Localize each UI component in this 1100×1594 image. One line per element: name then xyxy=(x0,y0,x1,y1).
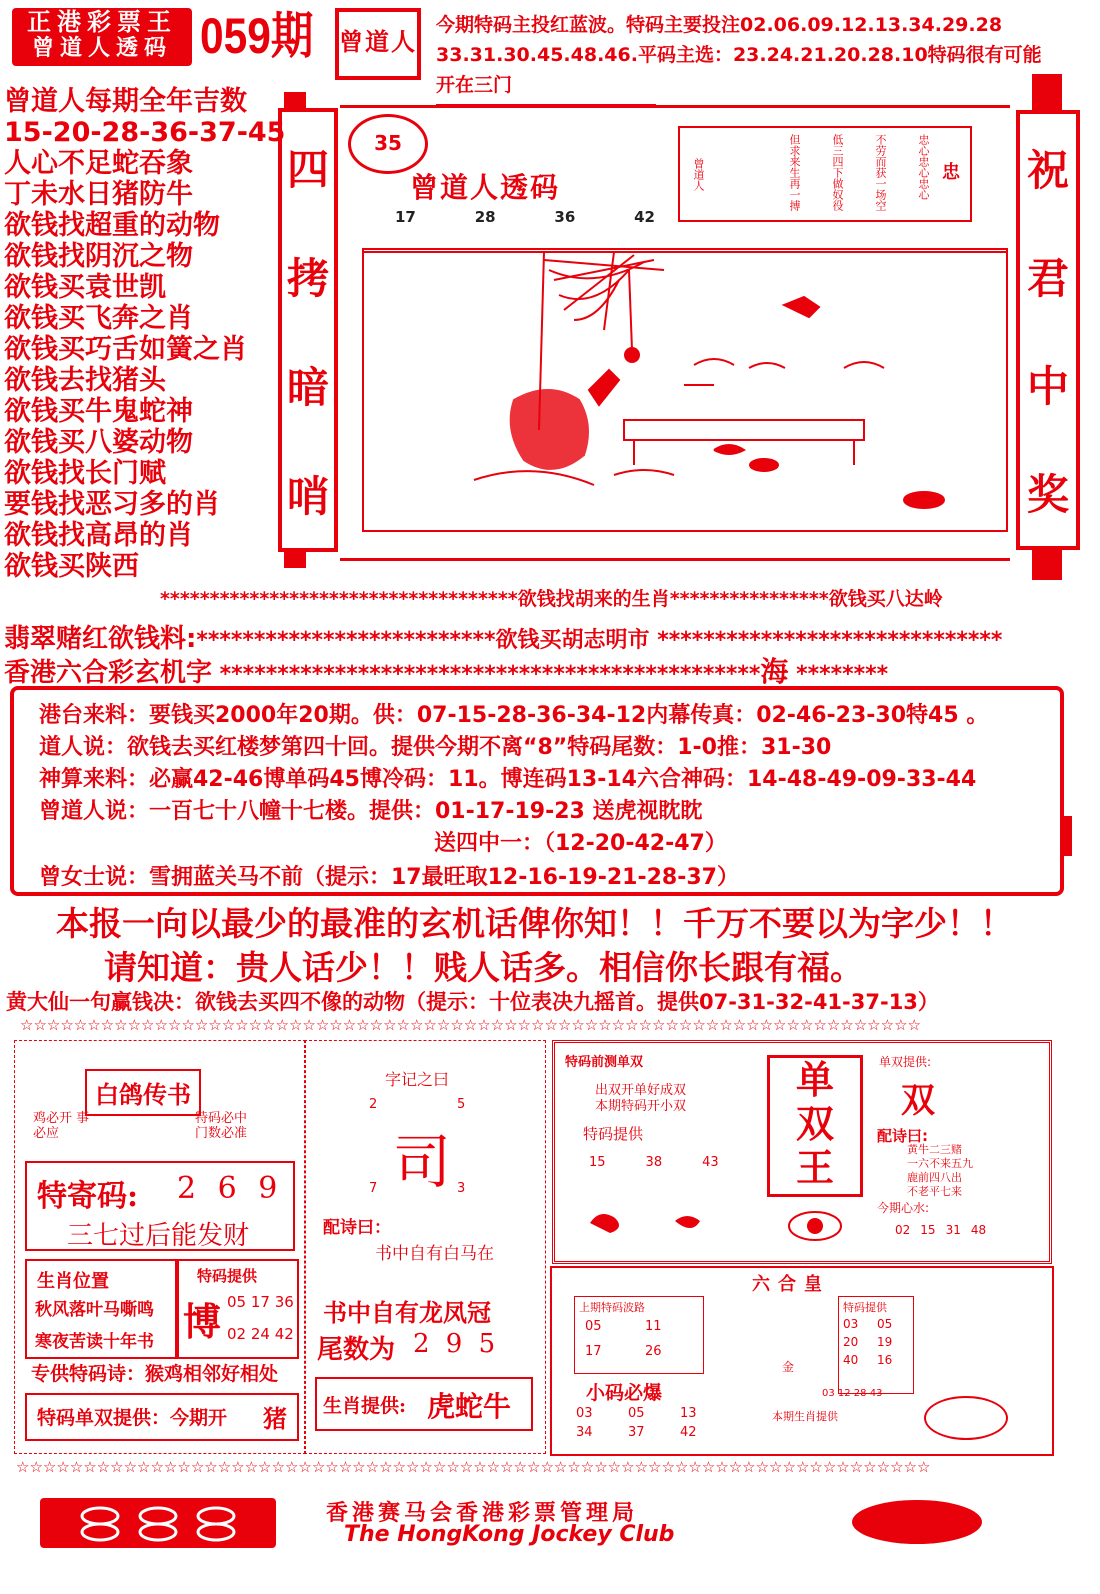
scroll-right-body xyxy=(1016,110,1080,550)
riddle-item: 人心不足蛇吞象 xyxy=(4,148,193,179)
scroll-right-char: 祝 xyxy=(1026,146,1069,195)
info-line-6: 曾女士说：雪拥蓝关马不前（提示：17最旺取12-16-19-21-28-37） xyxy=(39,865,739,890)
footer-left-logo xyxy=(40,1498,276,1548)
bottom-right-lower xyxy=(550,1266,1054,1456)
provide-nums-2: 02 24 42 xyxy=(227,1325,294,1343)
scroll-left-text xyxy=(282,112,334,548)
tail-label: 尾数为 xyxy=(317,1335,396,1365)
king-box xyxy=(767,1055,863,1197)
r-provide-num-2: 38 xyxy=(645,1155,663,1170)
scroll-right-top-rod xyxy=(1032,74,1062,110)
animal-drawings xyxy=(585,1203,725,1243)
stars-decoration: ****************************** xyxy=(649,628,1003,653)
pic-num-2: 28 xyxy=(474,208,496,226)
r-poem-label: 配诗曰: xyxy=(877,1127,928,1145)
heart-nums xyxy=(895,1223,986,1237)
r-provide-num-3: 43 xyxy=(702,1155,719,1170)
scroll-left-body xyxy=(278,108,338,552)
riddle-item: 要钱找恶习多的肖 xyxy=(4,489,220,520)
star-line-2-text: 欲钱买胡志明市 xyxy=(495,628,650,653)
special-slogan: 三七过后能发财 xyxy=(67,1221,250,1251)
white-book-left: 鸡必开 事必应 xyxy=(33,1111,90,1141)
slogan-line-2: 请知道：贵人话少！！贱人话多。相信你长跟有福。 xyxy=(104,948,863,987)
single-double-answer: 猪 xyxy=(263,1404,287,1433)
zodiac-pos-title: 生肖位置 xyxy=(37,1271,109,1292)
riddle-item: 欲钱买牛鬼蛇神 xyxy=(4,396,193,427)
riddle-item: 欲钱找长门赋 xyxy=(4,458,166,489)
star-line-1-text: 欲钱找胡来的生肖 xyxy=(517,588,670,610)
picture-numbers xyxy=(395,208,655,226)
king-title xyxy=(770,1058,860,1190)
stars-decoration: ************************** xyxy=(196,628,496,653)
picture-panel xyxy=(340,105,1010,561)
poem-box xyxy=(678,126,972,222)
poem-column: 但求来生再一搏 xyxy=(788,134,801,211)
scroll-right-bottom-rod xyxy=(1032,550,1062,580)
char-num-br: 3 xyxy=(457,1181,466,1196)
scroll-right-text xyxy=(1020,114,1076,546)
bottom-right-upper xyxy=(552,1040,1052,1264)
stars-decoration: **************** xyxy=(669,588,829,610)
illustration-drawing xyxy=(364,250,1006,530)
wave-num-1: 05 xyxy=(585,1319,602,1334)
provide-nums-1: 05 17 36 xyxy=(227,1293,294,1311)
star-line-1-text2: 欲钱买八达岭 xyxy=(828,588,943,610)
r-poem-line: 黄牛二三赌 xyxy=(907,1143,962,1156)
sd-value: 双 xyxy=(901,1081,935,1121)
pic-num-1: 17 xyxy=(395,208,416,226)
wave-num-4: 26 xyxy=(645,1344,662,1359)
r-poem-line: 鹿前四八出 xyxy=(907,1171,962,1184)
poem-signature: 曾道人 xyxy=(692,158,705,191)
logo-line1: 正港彩票王 xyxy=(27,8,177,36)
stars-decoration: ******** xyxy=(788,662,889,687)
riddle-item: 欲钱找超重的动物 xyxy=(4,210,220,241)
star-line-2-label: 翡翠赌红欲钱料: xyxy=(4,624,197,654)
r-poem-lines xyxy=(907,1143,973,1199)
white-book-right: 特码必中 门数必准 xyxy=(195,1111,248,1141)
illustration xyxy=(362,248,1008,532)
mid-zodiac-box xyxy=(315,1377,533,1431)
scroll-left-char: 拷 xyxy=(286,253,329,303)
scroll-left-top-rod xyxy=(284,92,306,108)
char-num-tr: 5 xyxy=(457,1097,466,1112)
slogan-line-1: 本报一向以最少的最准的玄机话俾你知！！千万不要以为字少！！ xyxy=(56,904,1013,943)
info-line-3: 神算来料：必赢42-46博单码45博冷码：11。博连码13-14六合神码：14-48-49-09-33-44 xyxy=(39,767,977,792)
moon-number: 35 xyxy=(374,131,402,155)
provide-title: 特码提供 xyxy=(197,1267,258,1285)
star-border-top: ☆☆☆☆☆☆☆☆☆☆☆☆☆☆☆☆☆☆☆☆☆☆☆☆☆☆☆☆☆☆☆☆☆☆☆☆☆☆☆☆☆☆☆☆☆☆☆☆☆☆☆☆☆☆☆☆☆☆☆☆☆☆☆☆☆☆☆ xyxy=(20,1016,921,1034)
r-poem-line: 一六不来五九 xyxy=(907,1157,973,1170)
pic-num-4: 42 xyxy=(634,208,655,226)
footer-swirl-icon xyxy=(40,1498,276,1548)
mid-poem-label: 配诗曰： xyxy=(323,1218,391,1238)
single-double-label: 特码单双提供：今期开 xyxy=(37,1407,228,1429)
special-num-2: 05 xyxy=(877,1317,893,1331)
stamp-seal xyxy=(335,8,421,80)
scroll-left-char: 四 xyxy=(286,144,329,194)
riddle-item: 欲钱买飞奔之肖 xyxy=(4,303,193,334)
special-num-5: 40 xyxy=(843,1353,859,1367)
special-code-box xyxy=(25,1161,295,1251)
flower-icon xyxy=(785,1209,845,1243)
left-title: 曾道人每期全年吉数 xyxy=(4,86,247,117)
small-num-3: 13 xyxy=(680,1406,697,1421)
zodiac-provide: 本期生肖提供 xyxy=(772,1410,838,1423)
poem-column: 低三四下做奴役 xyxy=(831,134,844,211)
wave-num-2: 11 xyxy=(645,1319,662,1334)
info-line-5: 送四中一：（12-20-42-47） xyxy=(434,831,727,856)
single-double-box xyxy=(25,1393,299,1441)
moon-badge xyxy=(348,114,428,174)
gold-label: 金 xyxy=(782,1360,795,1374)
left-lucky-numbers: 15-20-28-36-37-45 xyxy=(4,117,286,148)
special-num-6: 16 xyxy=(877,1353,893,1367)
poem-columns xyxy=(788,134,930,211)
last-wave-box xyxy=(574,1296,704,1374)
poem-column: 不劳而获一场空 xyxy=(874,134,887,211)
issue-number: 059期 xyxy=(200,8,314,64)
row-nums: 03 12 28 43 xyxy=(822,1388,883,1399)
heart-num-4: 48 xyxy=(970,1223,987,1237)
scroll-right-char: 中 xyxy=(1026,362,1069,411)
riddle-item: 丁未水日猪防牛 xyxy=(4,179,193,210)
logo-box xyxy=(12,8,192,66)
stars-decoration: *********************************************** xyxy=(212,662,761,687)
bo-char: 博 xyxy=(183,1299,222,1344)
char-num-bl: 7 xyxy=(369,1181,378,1196)
star-line-3-text: 海 xyxy=(760,655,789,688)
king-char: 双 xyxy=(795,1101,834,1146)
bottom-left-panel xyxy=(14,1040,306,1454)
special-num-4: 19 xyxy=(877,1335,893,1349)
r-provide-title: 特码提供 xyxy=(583,1125,644,1143)
zodiac-pos-line1: 秋风落叶马嘶鸣 xyxy=(35,1300,154,1320)
poem-heading: 忠 xyxy=(942,162,960,183)
footer-chinese: 香港赛马会香港彩票管理局 xyxy=(326,1500,639,1526)
star-border-bottom: ☆☆☆☆☆☆☆☆☆☆☆☆☆☆☆☆☆☆☆☆☆☆☆☆☆☆☆☆☆☆☆☆☆☆☆☆☆☆☆☆☆☆☆☆☆☆☆☆☆☆☆☆☆☆☆☆☆☆☆☆☆☆☆☆☆☆☆☆ xyxy=(16,1458,931,1476)
king-char: 王 xyxy=(795,1145,834,1190)
sd-label: 单双提供: xyxy=(879,1055,932,1069)
last-wave-title: 上期特码波路 xyxy=(579,1301,645,1314)
mid-zodiac-label: 生肖提供: xyxy=(323,1395,407,1417)
special-num-1: 03 xyxy=(843,1317,859,1331)
star-line-3 xyxy=(4,650,888,690)
provide-box xyxy=(175,1259,299,1359)
riddle-item: 欲钱买袁世凯 xyxy=(4,272,166,303)
info-line-1: 港台来料：要钱买2000年20期。供：07-15-28-36-34-12内幕传真：02-46-23-30特45 。 xyxy=(39,703,989,728)
stars-decoration: ************************************ xyxy=(160,588,518,610)
riddle-item: 欲钱找阴沉之物 xyxy=(4,241,193,272)
small-nums xyxy=(576,1406,732,1440)
white-book-title: 白鸽传书 xyxy=(85,1069,201,1116)
poem-column: 忠心忠心忠心 xyxy=(917,134,930,200)
riddle-list xyxy=(4,148,294,582)
heart-num-1: 02 xyxy=(895,1223,911,1237)
r-poem-line: 不老平七来 xyxy=(907,1185,962,1198)
riddle-item: 欲钱买陕西 xyxy=(4,551,139,582)
footer-english: The HongKong Jockey Club xyxy=(344,1522,675,1547)
scroll-right-char: 君 xyxy=(1026,254,1069,303)
special-num-3: 20 xyxy=(843,1335,859,1349)
char-num-tl: 2 xyxy=(369,1097,378,1112)
heart-num-2: 15 xyxy=(920,1223,936,1237)
special-poem: 专供特码诗：猴鸡相邻好相处 xyxy=(31,1363,279,1385)
scroll-right-char: 奖 xyxy=(1026,470,1069,519)
small-num-1: 03 xyxy=(576,1406,593,1421)
small-num-6: 42 xyxy=(680,1425,697,1440)
star-line-3-label: 香港六合彩玄机字 xyxy=(4,658,213,688)
special-nums xyxy=(843,1317,911,1367)
tail-value: 2 9 5 xyxy=(413,1329,500,1359)
small-num-5: 37 xyxy=(628,1425,645,1440)
special-provide-title: 特码提供 xyxy=(843,1301,887,1314)
last-wave-nums xyxy=(585,1319,705,1359)
heart-water-label: 今期心水: xyxy=(877,1201,930,1215)
small-boom: 小码必爆 xyxy=(586,1382,663,1404)
info-line-2: 道人说：欲钱去买红楼梦第四十回。提供今期不离“8”特码尾数：1-0推：31-30 xyxy=(39,735,832,760)
king-char: 单 xyxy=(795,1057,834,1102)
info-box-tab xyxy=(1060,816,1072,856)
info-box xyxy=(10,686,1064,896)
small-num-4: 34 xyxy=(576,1425,593,1440)
special-label: 特寄码: xyxy=(37,1179,139,1214)
forecast-line-3: 开在三门 xyxy=(436,74,513,96)
info-line-4: 曾道人说：一百七十八幢十七楼。提供：01-17-19-23 送虎视眈眈 xyxy=(39,799,703,824)
riddle-item: 欲钱买八婆动物 xyxy=(4,427,193,458)
bottom-middle-panel xyxy=(304,1040,546,1454)
stamp-text: 曾道人 xyxy=(339,28,417,56)
forecast-line-2: 33.31.30.45.48.46.平码主选：23.24.21.20.28.10特码很有可能 xyxy=(436,44,1042,66)
scroll-left-bottom-rod xyxy=(284,552,306,568)
r-provide-nums xyxy=(589,1155,719,1170)
zodiac-position-box xyxy=(25,1259,179,1359)
r-provide-num-1: 15 xyxy=(589,1155,606,1170)
small-num-2: 05 xyxy=(628,1406,645,1421)
left-column xyxy=(4,86,294,582)
riddle-item: 欲钱找高昂的肖 xyxy=(4,520,193,551)
scroll-left-char: 暗 xyxy=(286,362,329,412)
mid-zodiac-value: 虎蛇牛 xyxy=(427,1390,512,1423)
zodiac-pos-line2: 寒夜苦读十年书 xyxy=(35,1332,154,1352)
riddle-item: 欲钱去找猪头 xyxy=(4,365,166,396)
huang-daxian: 黄大仙一句赢钱决：欲钱去买四不像的动物（提示：十位表决九摇首。提供07-31-32-41-37-13） xyxy=(6,990,939,1014)
forecast-line-1: 今期特码主投红蓝波。特码主要投注02.06.09.12.13.34.29.28 xyxy=(436,14,1003,36)
mid-headline: 书中自有龙凤冠 xyxy=(323,1299,491,1327)
forecast-note-1: 出双开单好成双 xyxy=(595,1083,687,1098)
footer-right-seal xyxy=(852,1500,982,1544)
special-provide-box xyxy=(838,1296,914,1394)
scroll-left-char: 哨 xyxy=(286,471,329,521)
scroll-right xyxy=(1012,74,1088,580)
special-digits: 2 6 9 xyxy=(177,1171,284,1206)
forecast-note-2: 本期特码开小双 xyxy=(595,1099,687,1114)
riddle-item: 欲钱买巧舌如簧之肖 xyxy=(4,334,247,365)
forecast-text xyxy=(436,10,1096,100)
big-char: 司 xyxy=(393,1128,452,1196)
logo-line2: 曾道人透码 xyxy=(31,36,172,61)
scroll-left xyxy=(276,92,346,568)
seal-circle xyxy=(924,1396,1008,1440)
char-title: 字记之曰 xyxy=(385,1070,450,1089)
wave-num-3: 17 xyxy=(585,1344,602,1359)
pic-num-3: 36 xyxy=(554,208,576,226)
heart-num-3: 31 xyxy=(945,1223,961,1237)
mid-poem: 书中自有白马在 xyxy=(375,1244,494,1264)
forecast-title: 特码前测单双 xyxy=(565,1055,644,1070)
star-line-1 xyxy=(160,584,943,611)
picture-title: 曾道人透码 xyxy=(410,171,561,204)
lucky-title: 六合皇 xyxy=(752,1274,830,1295)
